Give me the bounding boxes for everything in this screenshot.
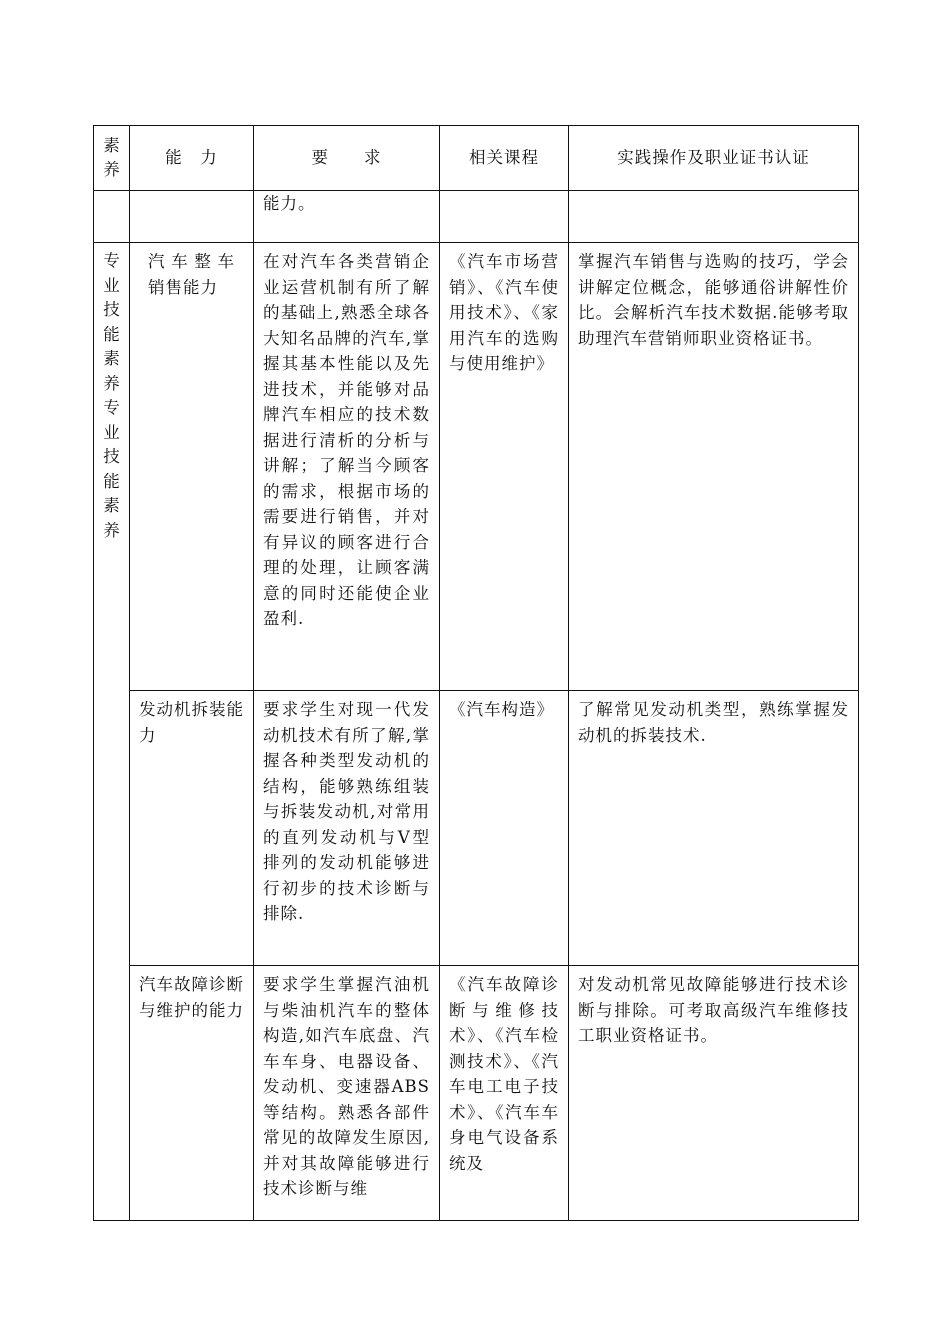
cell-requirement: 要求学生掌握汽油机与柴油机汽车的整体构造,如汽车底盘、汽车车身、电器设备、发动机、变速器ABS等结构。熟悉各部件常见的故障发生原因,并对其故障能够进行技术诊断与维 — [254, 966, 440, 1221]
cell-courses: 《汽车故障诊断与维修技术》、《汽车检测技术》、《汽车电工电子技术》、《汽车车身电气设备系统及 — [440, 966, 569, 1221]
cell-ability: 汽车整车销售能力 — [130, 243, 254, 691]
header-quality: 素养 — [94, 126, 130, 191]
cell-quality-empty — [94, 191, 130, 243]
cell-ability: 发动机拆装能力 — [130, 691, 254, 966]
cell-requirement-continued: 能力。 — [254, 191, 440, 243]
cell-practice-empty — [569, 191, 859, 243]
header-ability: 能 力 — [130, 126, 254, 191]
cell-practice: 掌握汽车销售与选购的技巧，学会讲解定位概念，能够通俗讲解性价比。会解析汽车技术数据.能够考取助理汽车营销师职业资格证书。 — [569, 243, 859, 691]
table-row — [94, 691, 859, 966]
header-courses: 相关课程 — [440, 126, 569, 191]
curriculum-table — [93, 125, 859, 1221]
quality-category-label: 专业技能素养专业技能素养 — [103, 251, 121, 540]
header-requirement: 要 求 — [254, 126, 440, 191]
header-practice: 实践操作及职业证书认证 — [569, 126, 859, 191]
cell-courses: 《汽车市场营销》、《汽车使用技术》、《家用汽车的选购与使用维护》 — [440, 243, 569, 691]
cell-requirement: 在对汽车各类营销企业运营机制有所了解的基础上,熟悉全球各大知名品牌的汽车,掌握其基本性能以及先进技术，并能够对品牌汽车相应的技术数据进行清析的分析与讲解；了解当今顾客的需求，根据市场的需要进行销售，并对有异议的顾客进行合理的处理，让顾客满意的同时还能使企业盈利. — [254, 243, 440, 691]
cell-practice: 对发动机常见故障能够进行技术诊断与排除。可考取高级汽车维修技工职业资格证书。 — [569, 966, 859, 1221]
quality-category-cell — [94, 243, 130, 1221]
cell-courses-empty — [440, 191, 569, 243]
table-row — [94, 966, 859, 1221]
table-header-row — [94, 126, 859, 191]
cell-ability: 汽车故障诊断与维护的能力 — [130, 966, 254, 1221]
cell-ability-empty — [130, 191, 254, 243]
cell-courses: 《汽车构造》 — [440, 691, 569, 966]
cell-requirement: 要求学生对现一代发动机技术有所了解,掌握各种类型发动机的结构，能够熟练组装与拆装发动机,对常用的直列发动机与V型排列的发动机能够进行初步的技术诊断与排除. — [254, 691, 440, 966]
cell-practice: 了解常见发动机类型，熟练掌握发动机的拆装技术. — [569, 691, 859, 966]
table-row-continued — [94, 191, 859, 243]
table-row — [94, 243, 859, 691]
